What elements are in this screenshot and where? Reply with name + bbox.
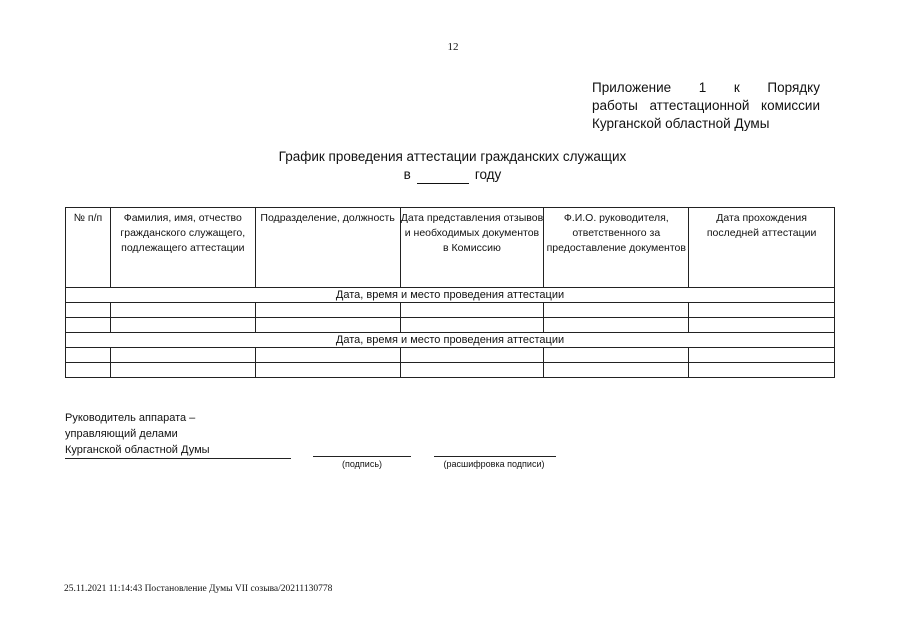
table-cell bbox=[689, 318, 835, 333]
appendix-word: аттестационной bbox=[649, 98, 750, 113]
appendix-line-2 bbox=[592, 97, 820, 115]
table-cell bbox=[110, 348, 255, 363]
table-cell bbox=[66, 363, 111, 378]
title-prefix: в bbox=[403, 167, 411, 182]
table-row bbox=[66, 348, 835, 363]
table-cell bbox=[110, 363, 255, 378]
appendix-word: Порядку bbox=[767, 80, 820, 95]
table-cell bbox=[110, 303, 255, 318]
table-cell bbox=[544, 363, 689, 378]
appendix-word: к bbox=[733, 80, 740, 95]
table-cell bbox=[689, 348, 835, 363]
signature-caption: (подпись) bbox=[341, 459, 383, 469]
appendix-word: работы bbox=[592, 98, 638, 113]
title-line-1: График проведения аттестации гражданских служащих bbox=[278, 149, 627, 164]
table-row bbox=[66, 363, 835, 378]
table-cell bbox=[66, 318, 111, 333]
column-header: Дата представления отзывов и необходимых документов в Комиссию bbox=[400, 208, 544, 288]
document-title bbox=[180, 148, 725, 184]
table-cell bbox=[689, 303, 835, 318]
column-header: Фамилия, имя, отчество гражданского служащего, подлежащего аттестации bbox=[110, 208, 255, 288]
table-cell bbox=[544, 348, 689, 363]
appendix-number: 1 bbox=[698, 80, 707, 95]
section-row bbox=[66, 288, 835, 303]
table-cell bbox=[110, 318, 255, 333]
table-cell bbox=[400, 318, 544, 333]
table-cell bbox=[66, 348, 111, 363]
title-suffix: году bbox=[474, 167, 502, 182]
column-header: Дата прохождения последней аттестации bbox=[689, 208, 835, 288]
table-cell bbox=[544, 303, 689, 318]
table-cell bbox=[400, 363, 544, 378]
year-blank bbox=[417, 170, 469, 184]
signatory-title-line-3: Курганской областной Думы bbox=[65, 442, 291, 459]
table-cell bbox=[255, 348, 400, 363]
table-row bbox=[66, 303, 835, 318]
table-cell bbox=[255, 303, 400, 318]
table-cell bbox=[400, 348, 544, 363]
appendix-word: комиссии bbox=[761, 98, 820, 113]
table-header-row bbox=[66, 208, 835, 288]
table-cell bbox=[255, 363, 400, 378]
appendix-line-1 bbox=[592, 79, 820, 97]
table-cell bbox=[255, 318, 400, 333]
appendix-reference bbox=[592, 79, 820, 133]
signatory-title-line-1: Руководитель аппарата – bbox=[65, 412, 196, 424]
column-header: Ф.И.О. руководителя, ответственного за предоставление документов bbox=[544, 208, 689, 288]
column-header: № п/п bbox=[66, 208, 111, 288]
section-label: Дата, время и место проведения аттестации bbox=[66, 333, 835, 348]
table-cell bbox=[544, 318, 689, 333]
title-line-2 bbox=[180, 166, 725, 184]
signature-decode-caption: (расшифровка подписи) bbox=[443, 459, 545, 469]
signatory-block bbox=[65, 410, 295, 459]
table-cell bbox=[400, 303, 544, 318]
appendix-line-3: Курганской областной Думы bbox=[592, 116, 770, 131]
section-label: Дата, время и место проведения аттестации bbox=[66, 288, 835, 303]
table-cell bbox=[689, 363, 835, 378]
appendix-word: Приложение bbox=[592, 80, 672, 95]
page-number: 12 bbox=[447, 41, 459, 53]
section-row bbox=[66, 333, 835, 348]
signature-decode-line bbox=[434, 456, 556, 457]
column-header: Подразделение, должность bbox=[255, 208, 400, 288]
document-footer-stamp: 25.11.2021 11:14:43 Постановление Думы VII созыва/20211130778 bbox=[64, 584, 333, 594]
attestation-schedule-table bbox=[65, 207, 835, 378]
table-cell bbox=[66, 303, 111, 318]
table-row bbox=[66, 318, 835, 333]
signature-line bbox=[313, 456, 411, 457]
signatory-title-line-2: управляющий делами bbox=[65, 428, 178, 440]
